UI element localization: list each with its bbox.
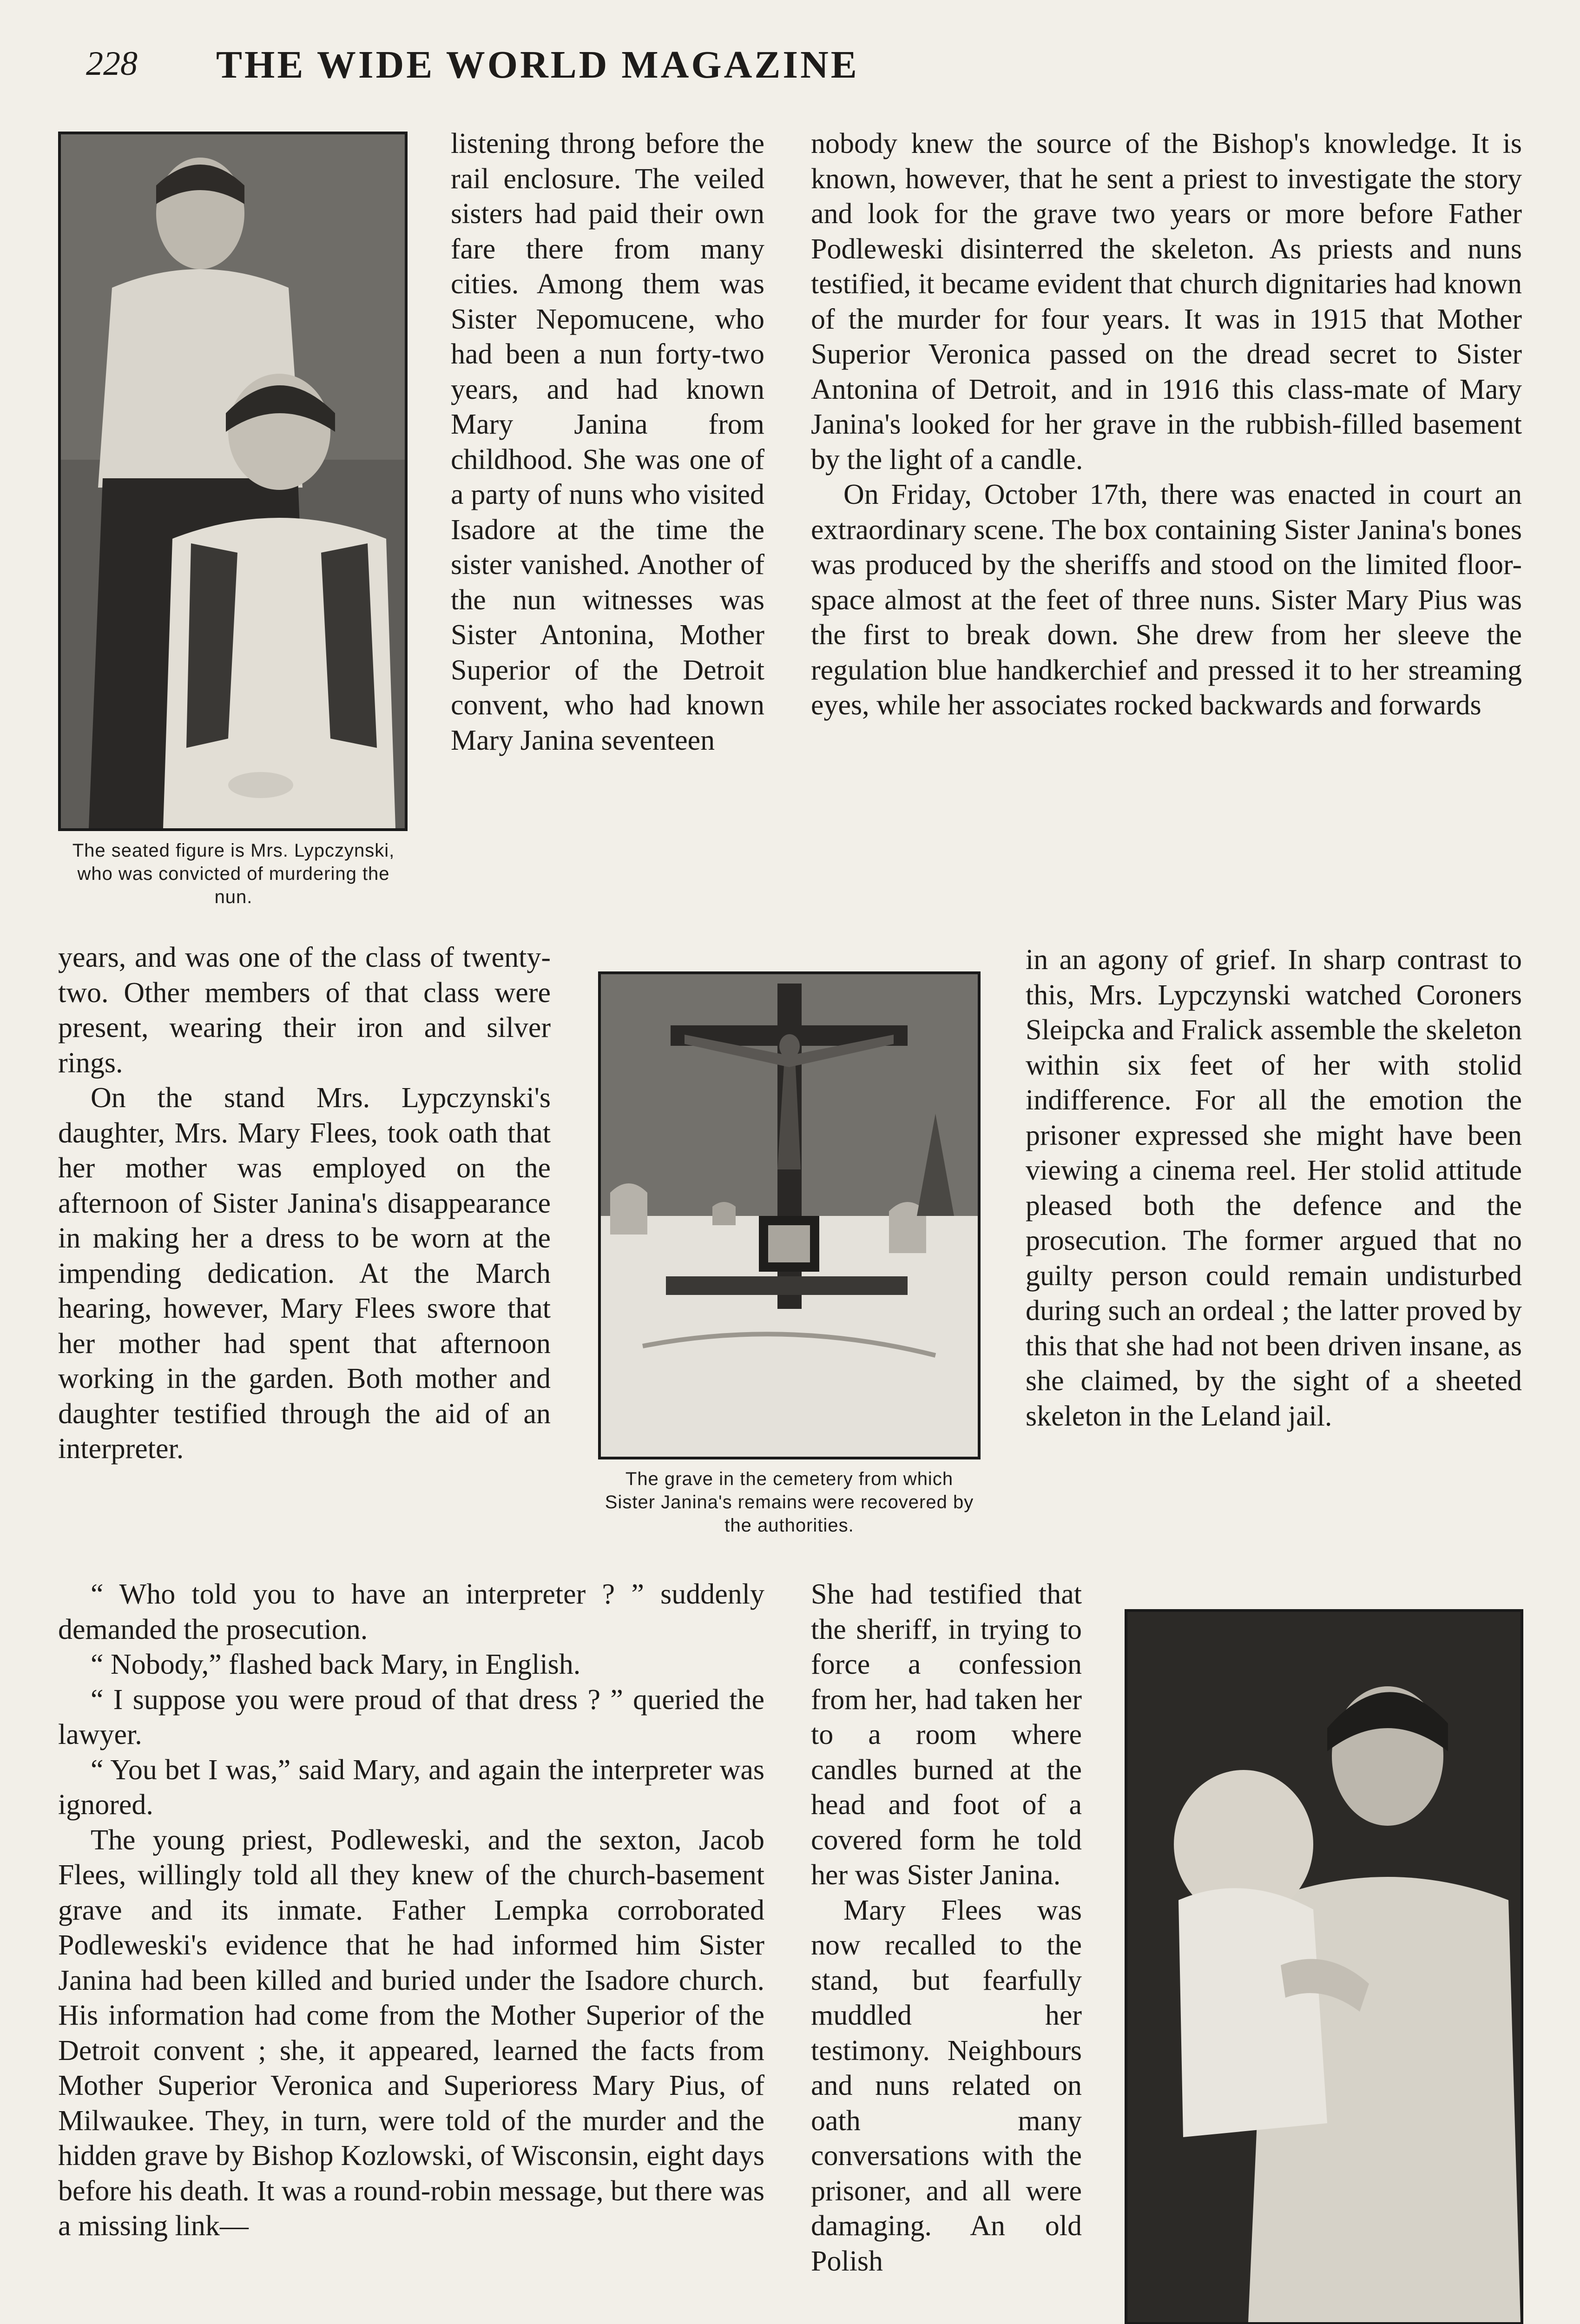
article-block-1 xyxy=(451,126,764,758)
article-block-6 xyxy=(811,1577,1082,2279)
lypczynski-photo xyxy=(58,132,408,831)
paragraph: “ Who told you to have an interpreter ? ” suddenly demanded the prosecution. xyxy=(58,1578,764,1645)
paragraph: years, and was one of the class of twenty-two. Other members of that class were present, wearing their iron and silver rings. xyxy=(58,942,551,1079)
article-block-2 xyxy=(58,940,551,1467)
paragraph: nobody knew the source of the Bishop's knowledge. It is known, however, that he sent a priest to investigate the story and look for the grave two years or more before Father Podleweski disinterred the skeleton. As priests and nuns testified, it became evident that church dignitaries had known of the murder for four years. It was in 1915 that Mother Superior Veronica passed on the dread secret to Sister Antonina of Detroit, and in 1916 this class-mate of Mary Janina's looked for her grave in the rubbish-filled basement by the light of a candle. xyxy=(811,128,1522,475)
paragraph: “ Nobody,” flashed back Mary, in English. xyxy=(91,1649,581,1680)
paragraph: “ I suppose you were proud of that dress ? ” queried the lawyer. xyxy=(58,1684,764,1750)
lypczynski-caption: The seated figure is Mrs. Lypczynski, who was convicted of murdering the nun. xyxy=(72,840,395,907)
lypczynski-photo-illustration xyxy=(61,134,405,828)
paragraph: in an agony of grief. In sharp contrast to this, Mrs. Lypczynski watched Coroners Sleipcka and Fralick assemble the skeleton within six feet of her with stolid indifference. For all the emotion the prisoner expressed she might have been viewing a cinema reel. Her stolid attitude pleased both the defence and the prosecution. The former argued that no guilty person could remain undisturbed during such an ordeal ; the latter proved by this that she had not been driven insane, as she claimed, by the sight of a sheeted skeleton in the Leland jail. xyxy=(1026,944,1522,1432)
article-block-4 xyxy=(811,126,1522,723)
paragraph: Mary Flees was now recalled to the stand, but fearfully muddled her testimony. Neighbours and nuns related on oath many conversations with the prisoner, and all were damaging. An old Polish xyxy=(811,1894,1082,2277)
grave-photo xyxy=(598,971,981,1459)
page-header xyxy=(58,44,1522,95)
magazine-title: THE WIDE WORLD MAGAZINE xyxy=(216,43,859,86)
grave-photo-illustration xyxy=(601,974,978,1457)
page-number: 228 xyxy=(86,45,138,83)
paragraph: She had testified that the sheriff, in trying to force a confession from her, had taken her to a room where candles burned at the head and foot of a covered form he told her was Sister Janina. xyxy=(811,1578,1082,1891)
paragraph: On Friday, October 17th, there was enacted in court an extraordinary scene. The box containing Sister Janina's bones was produced by the sheriffs and stood on the limited floor-space almost at the feet of three nuns. Sister Mary Pius was the first to break down. She drew from her sleeve the regulation blue handkerchief and pressed it to her streaming eyes, while her associates rocked backwards and forwards xyxy=(811,479,1522,721)
article-block-3 xyxy=(58,1577,764,2244)
paragraph: On the stand Mrs. Lypczynski's daughter, Mrs. Mary Flees, took oath that her mother was employed on the afternoon of Sister Janina's disappearance in making her a dress to be worn at the impending dedication. At the March hearing, however, Mary Flees swore that her mother had spent that afternoon working in the garden. Both mother and daughter testified through the aid of an interpreter. xyxy=(58,1082,551,1465)
article-block-5 xyxy=(1026,943,1522,1434)
grave-caption: The grave in the cemetery from which Sister Janina's remains were recovered by the authorities. xyxy=(605,1469,974,1536)
paragraph: “ You bet I was,” said Mary, and again the interpreter was ignored. xyxy=(58,1754,764,1821)
paragraph: listening throng before the rail enclosure. The veiled sisters had paid their own fare there from many cities. Among them was Sister Nepomucene, who had been a nun forty-two years, and had known Mary Janina from childhood. She was one of a party of nuns who visited Isadore at the time the sister vanished. Another of the nun witnesses was Sister Antonina, Mother Superior of the Detroit convent, who had known Mary Janina seventeen xyxy=(451,128,764,756)
paragraph: The young priest, Podleweski, and the sexton, Jacob Flees, willingly told all they knew of the church-basement grave and its inmate. Father Lempka corroborated Podleweski's evidence that he had informed him Sister Janina had been killed and buried under the Isadore church. His information had come from the Mother Superior of the Detroit convent ; she, it appeared, learned the facts from Mother Superior Veronica and Superioress Mary Pius, of Milwaukee. They, in turn, were told of the murder and the hidden grave by Bishop Kozlowski, of Wisconsin, eight days before his death. It was a round-robin message, but there was a missing link— xyxy=(58,1824,764,2242)
mary-flees-photo xyxy=(1125,1609,1523,2324)
mary-flees-photo-illustration xyxy=(1127,1612,1521,2322)
